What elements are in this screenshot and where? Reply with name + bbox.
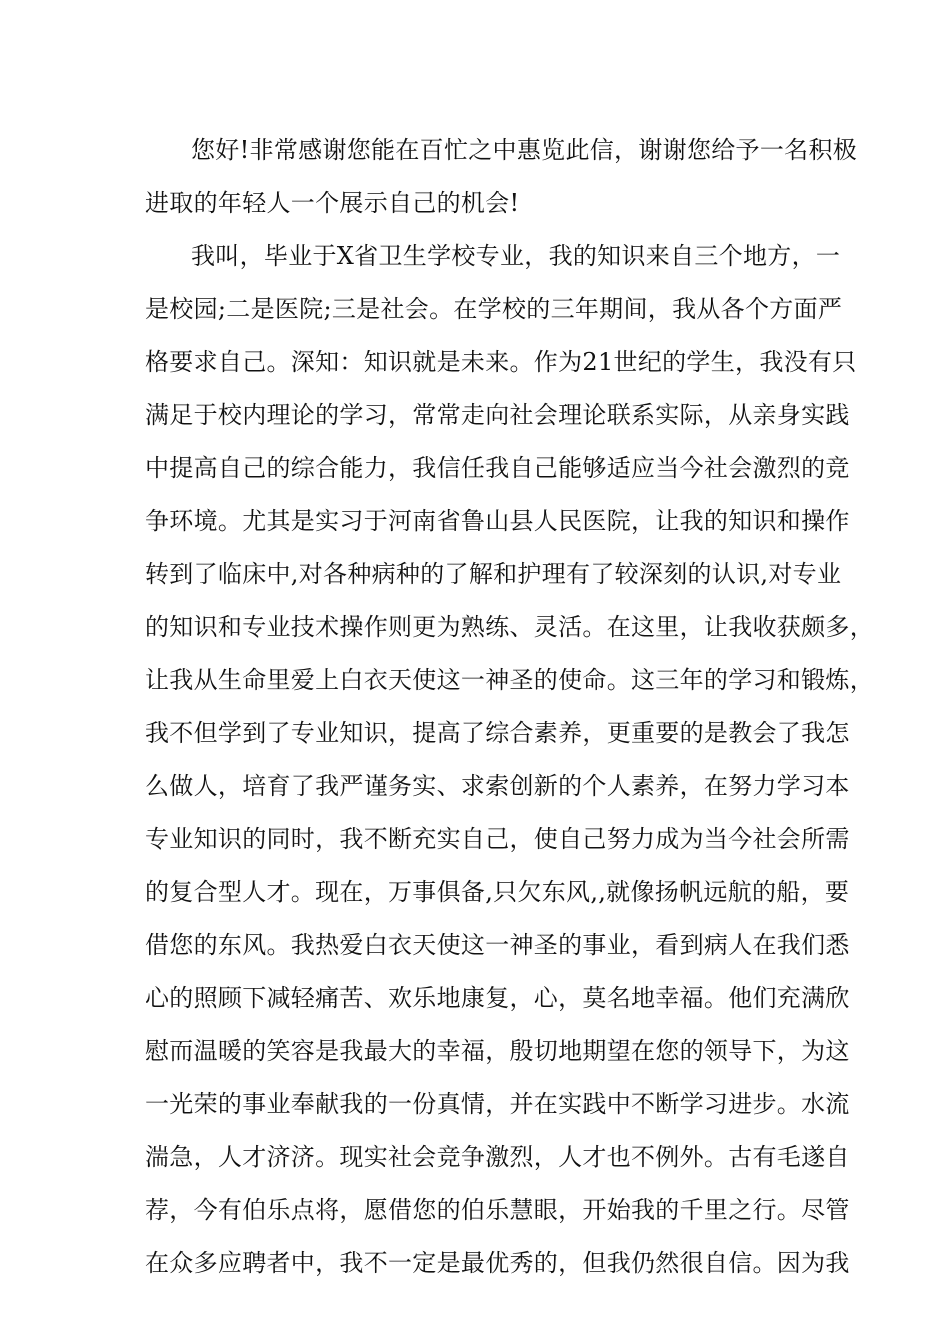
text-line: 心的照顾下减轻痛苦、欢乐地康复，心，莫名地幸福。他们充满欣	[145, 984, 850, 1012]
text-line: 转到了临床中,对各种病种的了解和护理有了较深刻的认识,对专业	[145, 560, 842, 588]
text-line: 慰而温暖的笑容是我最大的幸福，殷切地期望在您的领导下，为这	[145, 1037, 850, 1065]
text-line: 您好!非常感谢您能在百忙之中惠览此信，谢谢您给予一名积极	[191, 136, 858, 164]
text-line: 一光荣的事业奉献我的一份真情，并在实践中不断学习进步。水流	[145, 1090, 850, 1118]
text-line: 专业知识的同时，我不断充实自己，使自己努力成为当今社会所需	[145, 825, 850, 853]
text-line: 的知识和专业技术操作则更为熟练、灵活。在这里，让我收获颇多，	[145, 613, 874, 641]
text-line: 中提高自己的综合能力，我信任我自己能够适应当今社会激烈的竞	[145, 454, 850, 482]
text-line: 我不但学到了专业知识，提高了综合素养，更重要的是教会了我怎	[145, 719, 850, 747]
text-line: 湍急，人才济济。现实社会竞争激烈，人才也不例外。古有毛遂自	[145, 1143, 850, 1171]
text-line: 的复合型人才。现在，万事俱备,只欠东风,,就像扬帆远航的船，要	[145, 878, 850, 906]
text-line: 是校园;二是医院;三是社会。在学校的三年期间，我从各个方面严	[145, 295, 843, 323]
text-line: 满足于校内理论的学习，常常走向社会理论联系实际，从亲身实践	[145, 401, 850, 429]
text-line: 荐，今有伯乐点将，愿借您的伯乐慧眼，开始我的千里之行。尽管	[145, 1196, 850, 1224]
text-line: 在众多应聘者中，我不一定是最优秀的，但我仍然很自信。因为我	[145, 1249, 850, 1277]
text-line: 格要求自己。深知：知识就是未来。作为21世纪的学生，我没有只	[145, 348, 857, 376]
text-line: 么做人，培育了我严谨务实、求索创新的个人素养，在努力学习本	[145, 772, 850, 800]
text-line: 争环境。尤其是实习于河南省鲁山县人民医院，让我的知识和操作	[145, 507, 850, 535]
text-line: 进取的年轻人一个展示自己的机会!	[145, 189, 520, 217]
text-line: 我叫，毕业于X省卫生学校专业，我的知识来自三个地方，一	[191, 242, 841, 270]
text-line: 让我从生命里爱上白衣天使这一神圣的使命。这三年的学习和锻炼，	[145, 666, 874, 694]
text-line: 借您的东风。我热爱白衣天使这一神圣的事业，看到病人在我们悉	[145, 931, 850, 959]
